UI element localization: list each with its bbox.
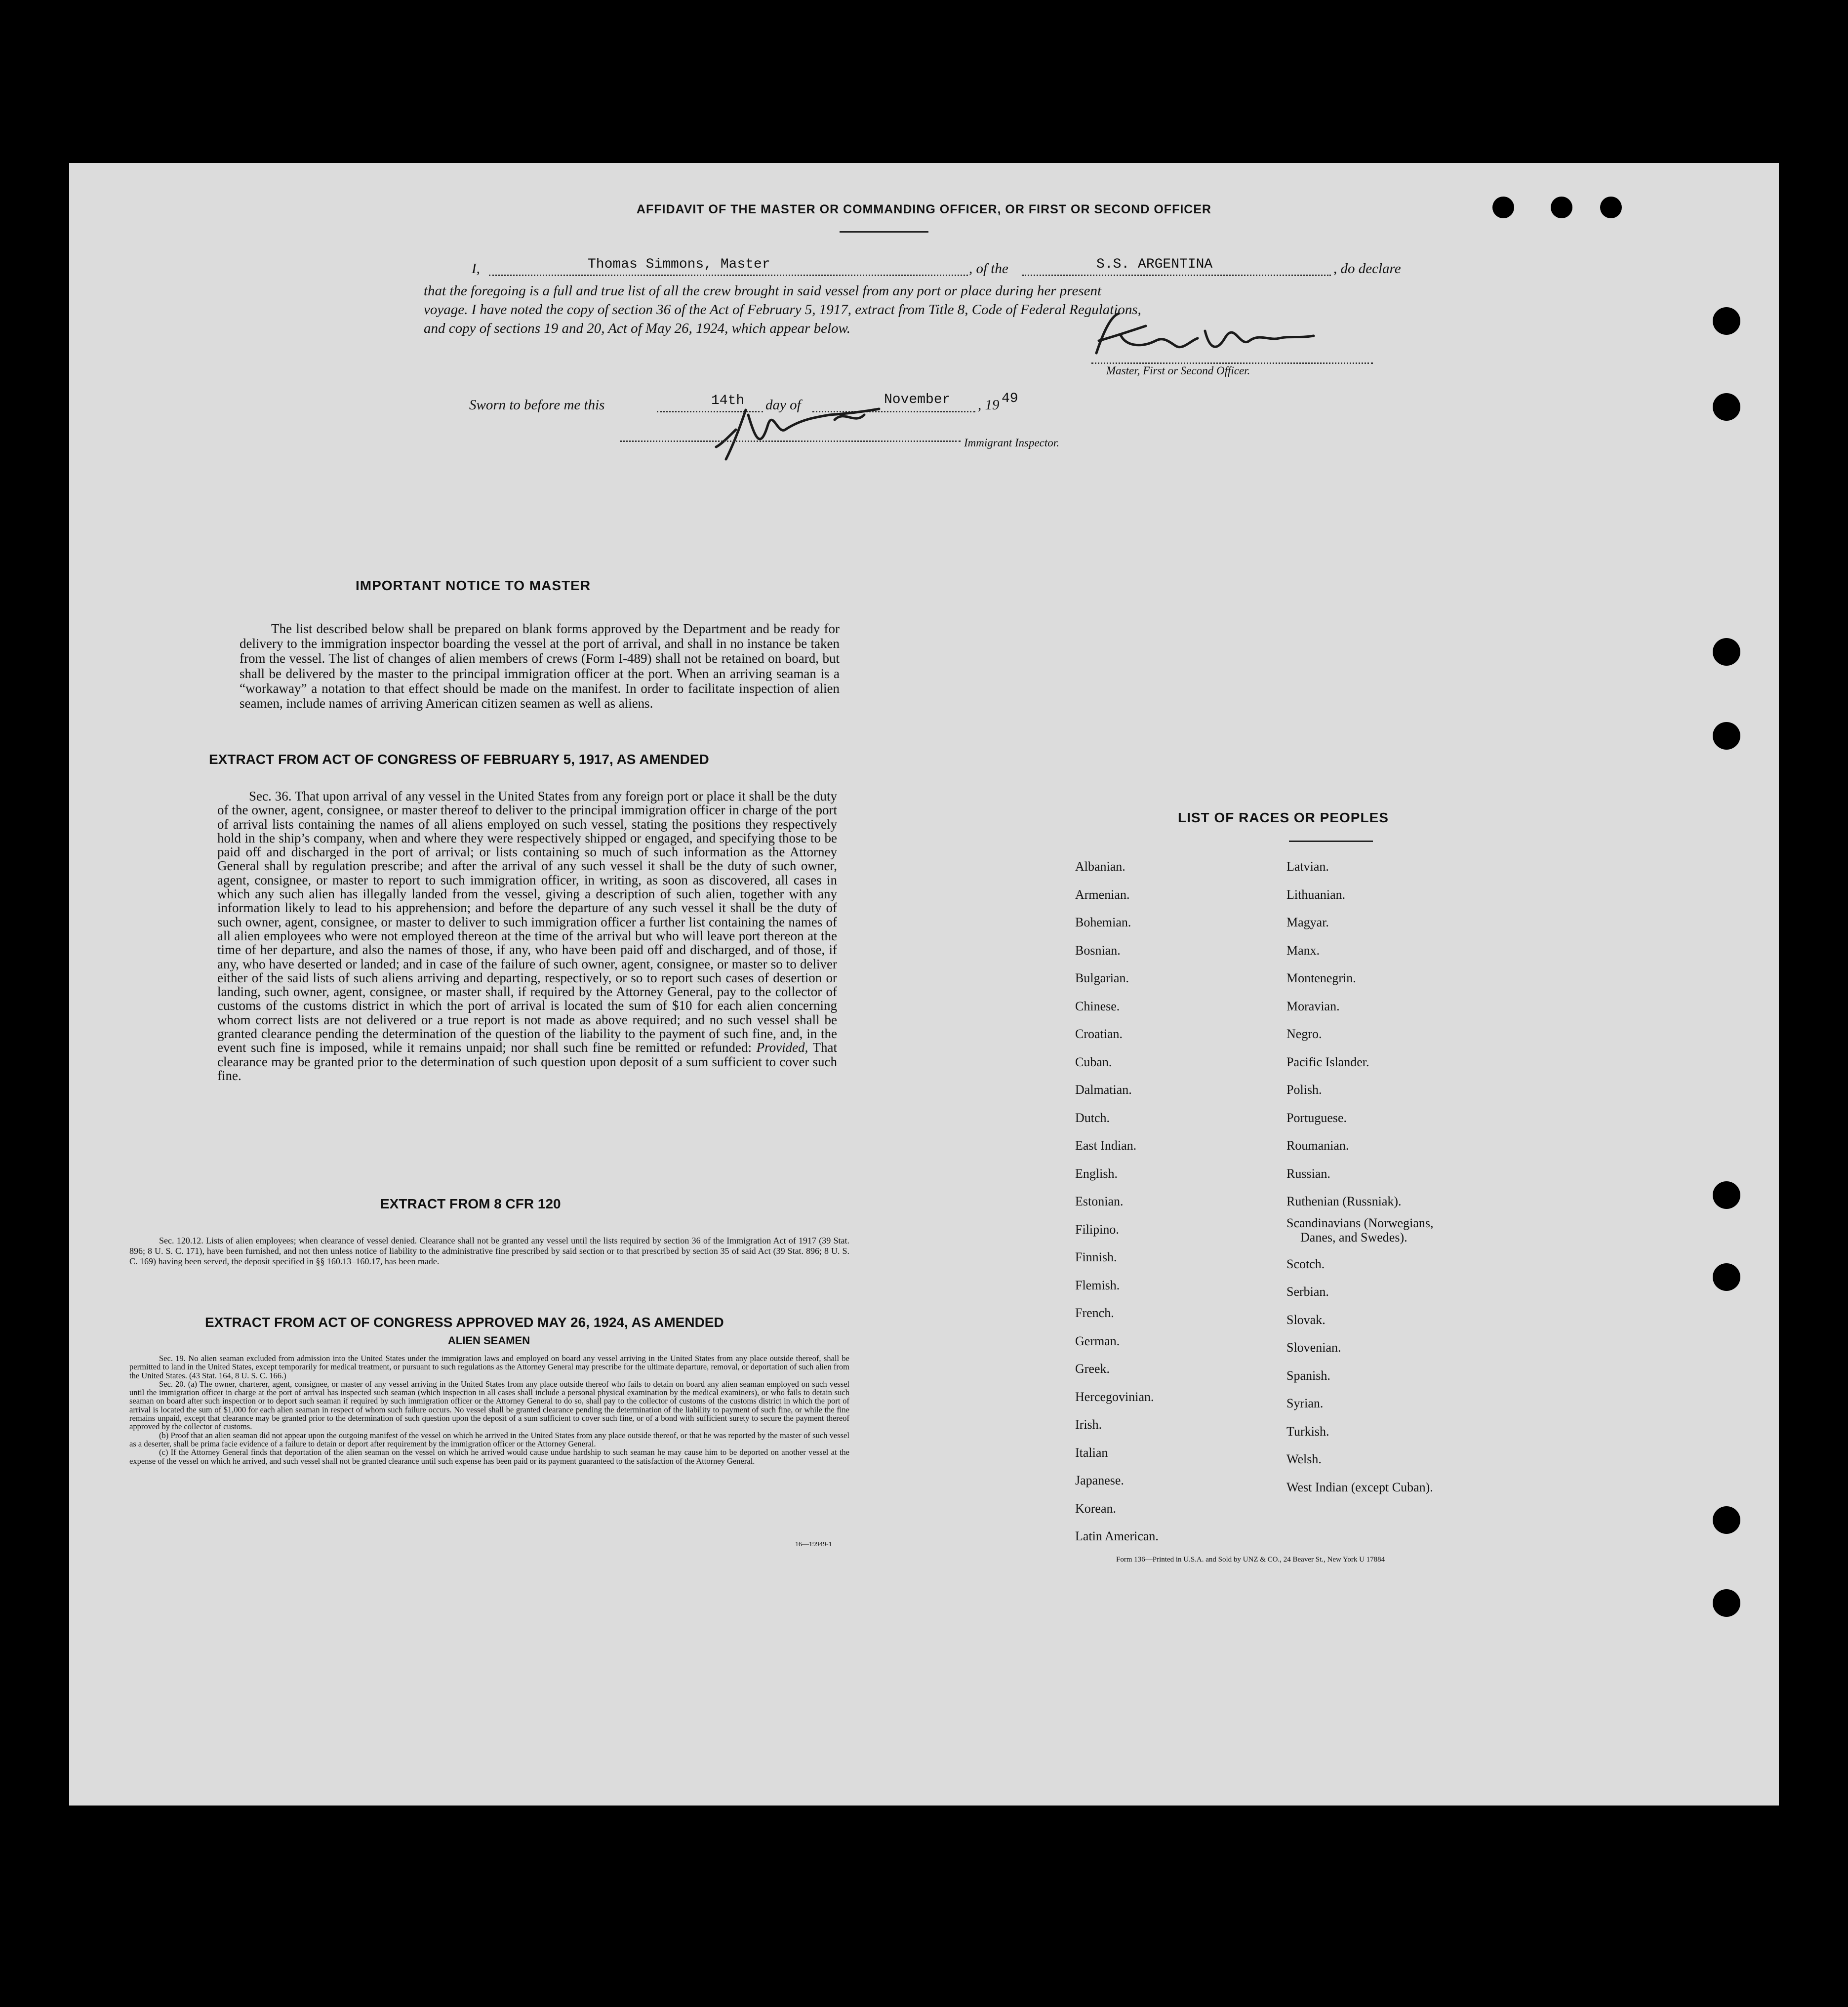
punch-hole: [1713, 638, 1740, 666]
master-signature: [1077, 311, 1333, 365]
race-item: Russian.: [1286, 1166, 1330, 1181]
master-label: Master, First or Second Officer.: [1106, 364, 1250, 377]
punch-hole: [1713, 1506, 1740, 1534]
section-20b-text: (b) Proof that an alien seaman did not appear upon the outgoing manifest of the vessel on which he arrived in the United States from any place outside thereof, or that he was reported by the master of such vessel as a deserter, shall be prima facie evidence of a failure to detain or deport after requirement by the immigration officer or the Attorney General.: [129, 1430, 849, 1448]
race-item: Bosnian.: [1075, 943, 1121, 958]
section-20a-text: Sec. 20. (a) The owner, charterer, agent, consignee, or master of any vessel arriving in the United States from any place outside thereof who fails to detain on board any alien seaman employed on such vessel until the immigration officer in charge at the port of arrival has inspected such seaman (which inspection in all cases shall include a personal physical examination by the medical examiners), or who fails to detain such seaman on board after such inspection or to deport such seaman if required by such immigration officer or the Attorney General to do so, shall pay to the collector of customs of the customs district in which the port of arrival is located the sum of $1,000 for each alien seaman in respect of whom such failure occurs. No vessel shall be granted clearance pending the determination of the liability to payment of such fine, or while the fine remains unpaid, except that clearance may be granted prior to the determination of such question upon the deposit of a sum sufficient to cover such fine, or of a bond with sufficient surety to secure the payment thereof approved by the collector of customs.: [129, 1379, 849, 1432]
race-item: Greek.: [1075, 1362, 1110, 1376]
race-item: Welsh.: [1286, 1452, 1322, 1466]
punch-hole: [1713, 722, 1740, 750]
race-item: Finnish.: [1075, 1250, 1117, 1264]
race-item: Bulgarian.: [1075, 971, 1129, 985]
race-item: Serbian.: [1286, 1284, 1329, 1299]
section-36-label: Sec. 36.: [249, 789, 292, 803]
race-item: Pacific Islander.: [1286, 1054, 1369, 1069]
cfr-body: Sec. 120.12. Lists of alien employees; when clearance of vessel denied. Clearance shall not be granted any vessel until the lists required by section 36 of the Immigration Act of 1917 (39 Stat. 896; 8 U. S. C. 171), have been furnished, and not then unless notice of liability to the administrative fine prescribed by said section or to that prescribed by section 35 of said Act (39 Stat. 896; 8 U. S. C. 169) having been served, the deposit specified in §§ 160.13–160.17, has been made.: [129, 1236, 849, 1266]
document-page: [69, 163, 1779, 1806]
extract-1924-body: [129, 1354, 849, 1465]
race-item: Italian: [1075, 1445, 1108, 1460]
affidavit-heading: AFFIDAVIT OF THE MASTER OR COMMANDING OFFICER, OR FIRST OR SECOND OFFICER: [636, 202, 1212, 216]
race-item: Chinese.: [1075, 999, 1120, 1013]
race-item: Montenegrin.: [1286, 971, 1356, 985]
inspector-signature: [686, 400, 924, 464]
race-item: Roumanian.: [1286, 1138, 1349, 1153]
race-item: Turkish.: [1286, 1424, 1329, 1439]
race-item: Scotch.: [1286, 1256, 1325, 1271]
race-item: Manx.: [1286, 943, 1320, 958]
punch-hole: [1713, 393, 1740, 421]
punch-hole: [1713, 1263, 1740, 1291]
race-item: Latvian.: [1286, 859, 1329, 874]
race-item: Slovenian.: [1286, 1340, 1341, 1355]
section-36-text: That upon arrival of any vessel in the United States from any foreign port or place it shall be the duty of the owner, agent, consignee, or master thereof to deliver to the principal immigration officer in charge of the port of arrival lists containing the names of all aliens employed on such vessel, stating the positions they respectively hold in the ship’s company, when and where they were respectively shipped or engaged, and specifying those to be paid off and discharged in the port of arrival; or lists containing so much of such information as the Attorney General shall by regulation prescribe; and after the arrival of any such vessel it shall be the duty of such owner, agent, consignee, or master to report to such immigration officer, in writing, as soon as discovered, all cases in which any such alien has illegally landed from the vessel, giving a description of such alien, together with any information likely to lead to his apprehension; and before the departure of any such vessel it shall be the duty of such owner, agent, consignee, or master to deliver to such immigration officer a further list containing the names of all alien employees who were not employed thereon at the time of the arrival but who will leave port thereon at the time of her departure, and also the names of those, if any, who have been paid off and discharged, and of those, if any, who have deserted or landed; and in case of the failure of such owner, agent, consignee, or master so to deliver either of the said lists of such aliens arriving and departing, respectively, or so to report such cases of desertion or landing, such owner, agent, consignee, or master shall, if required by the Attorney General, pay to the collector of customs of the customs district in which the port of arrival is located the sum of $10 for each alien concerning whom correct lists are not delivered or a true report is not made as above required; and no such vessel shall be granted clearance pending the determination of the question of the liability to the payment of such fine, and, in the event such fine is imposed, while it remains unpaid; nor shall such fine be remitted or refunded:: [217, 789, 838, 1055]
race-item: Spanish.: [1286, 1368, 1330, 1383]
race-item: Dalmatian.: [1075, 1083, 1132, 1097]
race-item: French.: [1075, 1306, 1114, 1320]
race-item: West Indian (except Cuban).: [1286, 1480, 1433, 1494]
race-item: Croatian.: [1075, 1027, 1123, 1041]
race-item: Hercegovinian.: [1075, 1389, 1154, 1404]
race-item: Syrian.: [1286, 1396, 1324, 1410]
race-item: Slovak.: [1286, 1312, 1326, 1327]
race-item: Lithuanian.: [1286, 887, 1346, 902]
notice-body: The list described below shall be prepared on blank forms approved by the Department and be ready for delivery to the immigration inspector boarding the vessel at the port of arrival, and shall in no instance be taken from the vessel. The list of changes of alien members of crews (Form I-489) shall not be retained on board, but shall be delivered by the master to the principal immigration officer at the port. When an arriving seaman is a “workaway” a notation to that effect should be made on the manifest. In order to facilitate inspection of alien seamen, include names of arriving American citizen seamen as well as aliens.: [240, 621, 840, 711]
year-prefix: , 19: [978, 397, 1000, 413]
sworn-year: 49: [1002, 391, 1018, 406]
sworn-month: November: [884, 392, 951, 407]
race-item: East Indian.: [1075, 1138, 1137, 1153]
race-item: Albanian.: [1075, 859, 1125, 874]
extract-1917-body: [217, 789, 837, 1083]
races-left-column: [1075, 853, 1159, 1551]
race-item: Bohemian.: [1075, 915, 1131, 929]
race-item: Moravian.: [1286, 999, 1340, 1013]
affidavit-line-2: that the foregoing is a full and true list of all the crew brought in said vessel from any port or place during her present: [424, 283, 1102, 299]
notice-heading: IMPORTANT NOTICE TO MASTER: [356, 578, 591, 593]
races-right-column: [1286, 853, 1433, 1501]
race-item: Cuban.: [1075, 1054, 1112, 1069]
vessel-name: S.S. ARGENTINA: [1096, 257, 1213, 272]
race-item: Irish.: [1075, 1417, 1102, 1432]
inspector-label: Immigrant Inspector.: [964, 437, 1059, 449]
race-item: Flemish.: [1075, 1278, 1120, 1292]
race-item: Latin American.: [1075, 1529, 1159, 1543]
affidavit-do-declare: , do declare: [1333, 261, 1401, 277]
provided-text: That clearance may be granted prior to the determination of such question upon deposit of a sum sufficient to cover such fine.: [217, 1040, 837, 1083]
master-signature-line: [1091, 361, 1373, 364]
alien-seamen-heading: ALIEN SEAMEN: [447, 1334, 530, 1347]
race-item: Ruthenian (Russniak).: [1286, 1194, 1402, 1208]
day-of-text: day of: [765, 397, 801, 413]
race-item: German.: [1075, 1333, 1120, 1348]
section-20c-text: (c) If the Attorney General finds that deportation of the alien seaman on the vessel on which he arrived would cause undue hardship to such seaman he may cause him to be deported on another vessel at the expense of the vessel on which he arrived, and such vessel shall not be granted clearance until such expense has been paid or its payment guaranteed to the satisfaction of the Attorney General.: [129, 1447, 849, 1466]
race-item: Filipino.: [1075, 1222, 1119, 1237]
punch-hole: [1492, 197, 1514, 218]
race-item: Portuguese.: [1286, 1110, 1347, 1125]
form-code: 16—19949-1: [795, 1541, 832, 1548]
affidavit-line-4: and copy of sections 19 and 20, Act of May 26, 1924, which appear below.: [424, 321, 850, 336]
punch-hole: [1713, 1181, 1740, 1209]
race-item-continued: Danes, and Swedes).: [1300, 1230, 1407, 1244]
printer-footer: Form 136—Printed in U.S.A. and Sold by UNZ & CO., 24 Beaver St., New York U 17884: [1116, 1556, 1385, 1564]
race-item: Japanese.: [1075, 1473, 1124, 1487]
punch-hole: [1713, 307, 1740, 335]
race-item: Magyar.: [1286, 915, 1329, 929]
race-item: Estonian.: [1075, 1194, 1124, 1208]
extract-1924-heading: EXTRACT FROM ACT OF CONGRESS APPROVED MAY 26, 1924, AS AMENDED: [205, 1315, 724, 1330]
punch-hole: [1713, 1589, 1740, 1617]
race-item: Armenian.: [1075, 887, 1130, 902]
race-item-scandinavians: [1286, 1216, 1433, 1250]
race-item: Scandinavians (Norwegians,: [1286, 1215, 1434, 1230]
affidavit-of-the: , of the: [969, 261, 1008, 277]
race-item: Polish.: [1286, 1083, 1322, 1097]
heading-rule: [840, 231, 928, 233]
punch-hole: [1551, 197, 1572, 218]
sworn-text: Sworn to before me this: [469, 397, 605, 413]
provided-label: Provided,: [756, 1040, 808, 1055]
cfr-heading: EXTRACT FROM 8 CFR 120: [380, 1196, 561, 1211]
race-item: English.: [1075, 1166, 1118, 1181]
race-item: Korean.: [1075, 1501, 1117, 1516]
race-item: Negro.: [1286, 1027, 1322, 1041]
races-rule: [1289, 841, 1373, 842]
punch-hole: [1600, 197, 1622, 218]
section-19-text: Sec. 19. No alien seaman excluded from admission into the United States under the immigration laws and employed on board any vessel arriving in the United States from any place outside thereof, shall be permitted to land in the United States, except temporarily for medical treatment, or pursuant to such regulations as the Attorney General may prescribe for the ultimate departure, removal, or deportation of such alien from the United States. (43 Stat. 164, 8 U. S. C. 166.): [129, 1354, 849, 1380]
affidavit-line-3: voyage. I have noted the copy of section 36 of the Act of February 5, 1917, extract from Title 8, Code of Federal Regulations,: [424, 302, 1141, 318]
extract-1917-heading: EXTRACT FROM ACT OF CONGRESS OF FEBRUARY 5, 1917, AS AMENDED: [209, 752, 709, 767]
inspector-line: [620, 440, 961, 442]
races-heading: LIST OF RACES OR PEOPLES: [1178, 810, 1389, 825]
master-name: Thomas Simmons, Master: [588, 257, 770, 272]
sworn-day: 14th: [711, 393, 745, 408]
race-item: Dutch.: [1075, 1110, 1110, 1125]
affidavit-i: I,: [472, 261, 480, 277]
